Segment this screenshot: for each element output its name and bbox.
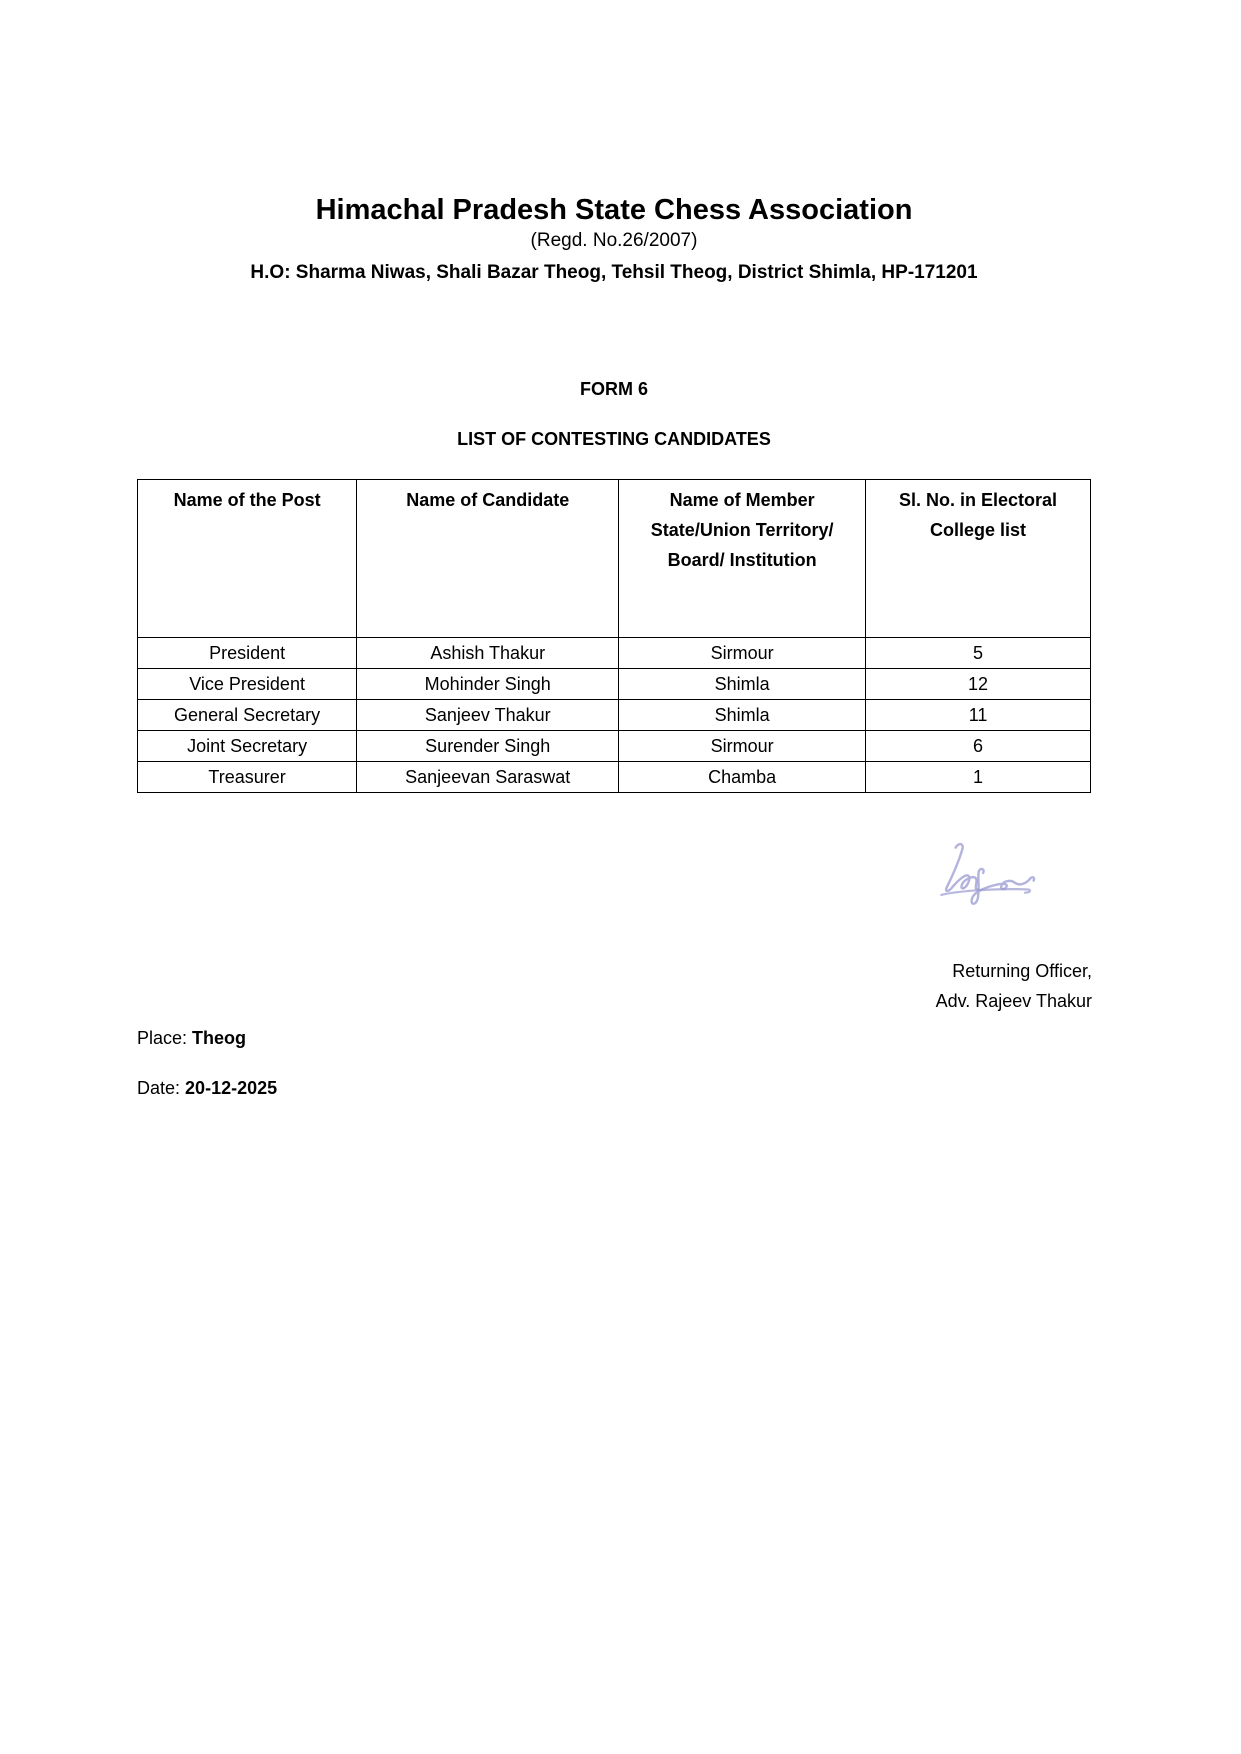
cell-post: Treasurer [138, 762, 357, 793]
cell-slno: 5 [866, 638, 1091, 669]
officer-name-line: Adv. Rajeev Thakur [935, 991, 1092, 1011]
table-row [138, 762, 1091, 793]
cell-candidate: Surender Singh [357, 731, 619, 762]
table-row [138, 731, 1091, 762]
table-row [138, 638, 1091, 669]
place-line [137, 1026, 246, 1050]
cell-post: Joint Secretary [138, 731, 357, 762]
page-title: Himachal Pradesh State Chess Association [315, 194, 913, 226]
cell-candidate: Mohinder Singh [357, 669, 619, 700]
cell-candidate: Sanjeevan Saraswat [357, 762, 619, 793]
cell-candidate: Sanjeev Thakur [357, 700, 619, 731]
cell-member: Sirmour [619, 638, 866, 669]
cell-slno: 12 [866, 669, 1091, 700]
date-value: 20-12-2025 [185, 1078, 278, 1098]
table-header-row [138, 480, 1091, 638]
returning-officer-line: Returning Officer, [952, 961, 1092, 981]
registration-number: (Regd. No.26/2007) [530, 230, 698, 251]
cell-slno: 6 [866, 731, 1091, 762]
table-row [138, 700, 1091, 731]
cell-member: Sirmour [619, 731, 866, 762]
column-header-slno: Sl. No. in Electoral College list [866, 480, 1091, 638]
cell-post: Vice President [138, 669, 357, 700]
place-value: Theog [192, 1028, 247, 1048]
signoff-block [936, 956, 1092, 1016]
cell-member: Shimla [619, 669, 866, 700]
head-office-address: H.O: Sharma Niwas, Shali Bazar Theog, Tehsil Theog, District Shimla, HP-171201 [250, 262, 978, 283]
place-label: Place: [137, 1028, 188, 1048]
date-line [137, 1076, 277, 1100]
date-label: Date: [137, 1078, 181, 1098]
column-header-member: Name of Member State/Union Territory/ Board/ Institution [619, 480, 866, 638]
column-header-post: Name of the Post [138, 480, 357, 638]
handwritten-signature-icon [938, 838, 1048, 910]
cell-slno: 11 [866, 700, 1091, 731]
candidates-table [137, 479, 1091, 793]
cell-slno: 1 [866, 762, 1091, 793]
list-heading: LIST OF CONTESTING CANDIDATES [457, 429, 771, 449]
form-number-heading: FORM 6 [579, 379, 648, 399]
cell-member: Chamba [619, 762, 866, 793]
document-content [137, 0, 1091, 793]
column-header-candidate: Name of Candidate [357, 480, 619, 638]
cell-post: General Secretary [138, 700, 357, 731]
cell-post: President [138, 638, 357, 669]
cell-member: Shimla [619, 700, 866, 731]
cell-candidate: Ashish Thakur [357, 638, 619, 669]
table-row [138, 669, 1091, 700]
